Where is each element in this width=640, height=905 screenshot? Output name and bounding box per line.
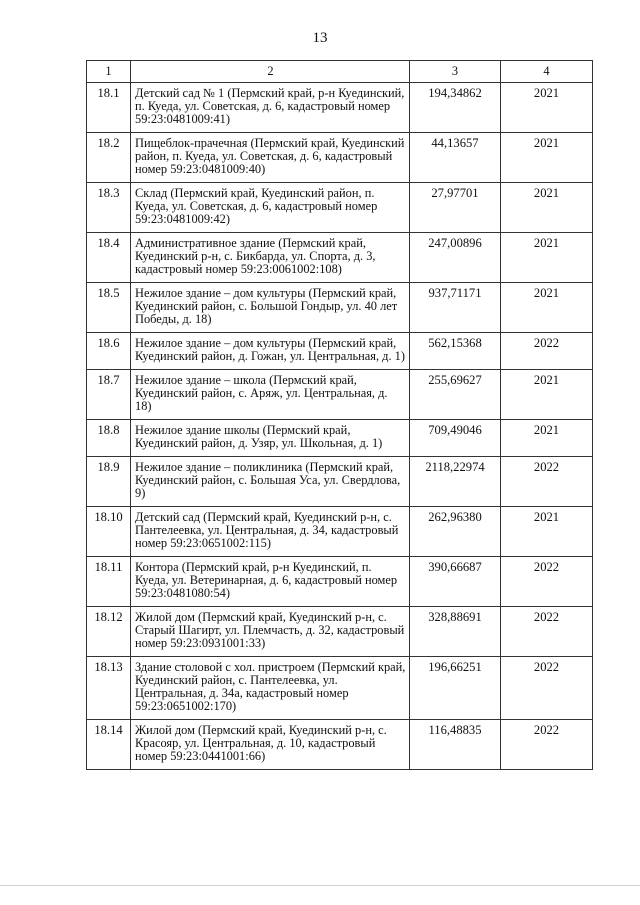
row-value-cell: 194,34862 — [410, 83, 501, 133]
row-description-cell: Здание столовой с хол. пристроем (Пермский край, Куединский район, с. Пантелеевка, ул. Центральная, д. 34а, кадастровый номер 59:23:0651002:170) — [131, 657, 410, 720]
row-value-cell: 328,88691 — [410, 607, 501, 657]
row-number-cell: 18.11 — [87, 557, 131, 607]
row-number-cell: 18.1 — [87, 83, 131, 133]
row-year-cell: 2021 — [501, 233, 593, 283]
row-year-cell: 2022 — [501, 333, 593, 370]
row-year-cell: 2022 — [501, 557, 593, 607]
row-description-cell: Детский сад (Пермский край, Куединский р-н, с. Пантелеевка, ул. Центральная, д. 34, кадастровый номер 59:23:0651002:115) — [131, 507, 410, 557]
page-number: 13 — [312, 30, 328, 46]
property-table — [86, 60, 593, 770]
row-description-cell: Детский сад № 1 (Пермский край, р-н Куединский, п. Куеда, ул. Советская, д. 6, кадастровый номер 59:23:0481009:41) — [131, 83, 410, 133]
row-year-cell: 2022 — [501, 607, 593, 657]
row-description-cell: Нежилое здание школы (Пермский край, Куединский район, д. Узяр, ул. Школьная, д. 1) — [131, 420, 410, 457]
row-number-cell: 18.12 — [87, 607, 131, 657]
row-description-cell: Нежилое здание – поликлиника (Пермский край, Куединский район, с. Большая Уса, ул. Свердлова, 9) — [131, 457, 410, 507]
row-description-cell: Нежилое здание – дом культуры (Пермский край, Куединский район, с. Большой Гондыр, ул. 40 лет Победы, д. 18) — [131, 283, 410, 333]
table-row — [87, 657, 593, 720]
column-header-2: 2 — [131, 61, 410, 83]
row-description-cell: Нежилое здание – дом культуры (Пермский край, Куединский район, д. Гожан, ул. Центральная, д. 1) — [131, 333, 410, 370]
row-description-cell: Склад (Пермский край, Куединский район, п. Куеда, ул. Советская, д. 6, кадастровый номер 59:23:0481009:42) — [131, 183, 410, 233]
table-row — [87, 720, 593, 770]
row-number-cell: 18.4 — [87, 233, 131, 283]
row-year-cell: 2021 — [501, 420, 593, 457]
row-description-cell: Административное здание (Пермский край, Куединский р-н, с. Бикбарда, ул. Спорта, д. 3, кадастровый номер 59:23:0061002:108) — [131, 233, 410, 283]
row-number-cell: 18.3 — [87, 183, 131, 233]
row-year-cell: 2021 — [501, 83, 593, 133]
row-number-cell: 18.13 — [87, 657, 131, 720]
table-row — [87, 507, 593, 557]
row-year-cell: 2022 — [501, 457, 593, 507]
row-year-cell: 2021 — [501, 183, 593, 233]
table-row — [87, 283, 593, 333]
row-value-cell: 937,71171 — [410, 283, 501, 333]
row-description-cell: Жилой дом (Пермский край, Куединский р-н, с. Красояр, ул. Центральная, д. 10, кадастровый номер 59:23:0441001:66) — [131, 720, 410, 770]
table-row — [87, 233, 593, 283]
row-number-cell: 18.7 — [87, 370, 131, 420]
row-value-cell: 709,49046 — [410, 420, 501, 457]
row-value-cell: 44,13657 — [410, 133, 501, 183]
table-row — [87, 183, 593, 233]
page-bottom-rule — [0, 885, 640, 886]
table-row — [87, 333, 593, 370]
column-header-3: 3 — [410, 61, 501, 83]
row-year-cell: 2021 — [501, 133, 593, 183]
row-value-cell: 262,96380 — [410, 507, 501, 557]
table-row — [87, 370, 593, 420]
table-row — [87, 457, 593, 507]
row-number-cell: 18.6 — [87, 333, 131, 370]
table-row — [87, 420, 593, 457]
row-description-cell: Нежилое здание – школа (Пермский край, Куединский район, с. Аряж, ул. Центральная, д. 18) — [131, 370, 410, 420]
table-row — [87, 83, 593, 133]
row-value-cell: 562,15368 — [410, 333, 501, 370]
row-year-cell: 2021 — [501, 283, 593, 333]
table-row — [87, 133, 593, 183]
row-year-cell: 2022 — [501, 657, 593, 720]
table-header-row — [87, 61, 593, 83]
row-number-cell: 18.10 — [87, 507, 131, 557]
row-value-cell: 247,00896 — [410, 233, 501, 283]
table-row — [87, 607, 593, 657]
row-value-cell: 196,66251 — [410, 657, 501, 720]
row-value-cell: 116,48835 — [410, 720, 501, 770]
row-value-cell: 390,66687 — [410, 557, 501, 607]
row-value-cell: 2118,22974 — [410, 457, 501, 507]
row-description-cell: Контора (Пермский край, р-н Куединский, п. Куеда, ул. Ветеринарная, д. 6, кадастровый номер 59:23:0481080:54) — [131, 557, 410, 607]
row-year-cell: 2021 — [501, 370, 593, 420]
table-row — [87, 557, 593, 607]
row-number-cell: 18.8 — [87, 420, 131, 457]
row-number-cell: 18.14 — [87, 720, 131, 770]
row-year-cell: 2022 — [501, 720, 593, 770]
column-header-4: 4 — [501, 61, 593, 83]
row-description-cell: Пищеблок-прачечная (Пермский край, Куединский район, п. Куеда, ул. Советская, д. 6, кадастровый номер 59:23:0481009:40) — [131, 133, 410, 183]
row-year-cell: 2021 — [501, 507, 593, 557]
row-number-cell: 18.2 — [87, 133, 131, 183]
row-number-cell: 18.5 — [87, 283, 131, 333]
row-number-cell: 18.9 — [87, 457, 131, 507]
row-value-cell: 27,97701 — [410, 183, 501, 233]
column-header-1: 1 — [87, 61, 131, 83]
row-value-cell: 255,69627 — [410, 370, 501, 420]
row-description-cell: Жилой дом (Пермский край, Куединский р-н, с. Старый Шагирт, ул. Племчасть, д. 32, кадастровый номер 59:23:0931001:33) — [131, 607, 410, 657]
